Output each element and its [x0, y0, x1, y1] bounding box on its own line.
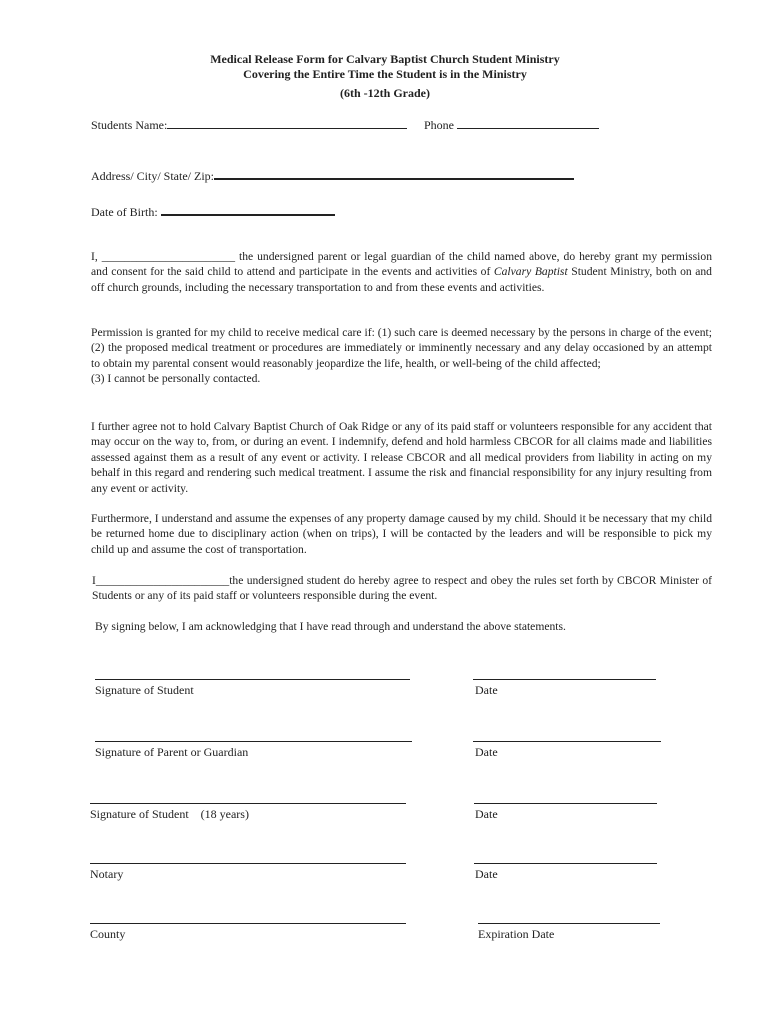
- adult-student-signature-line[interactable]: [90, 803, 406, 804]
- dob-line[interactable]: [161, 204, 335, 216]
- student-agreement-text: I_______________________the undersigned student do hereby agree to respect and obey the rules set forth by CBCOR Minister of Students or any of its paid staff or volunteers responsible during the event.: [92, 574, 712, 603]
- date-label-3: Date: [475, 807, 498, 821]
- date-line-3[interactable]: [474, 803, 657, 804]
- student-name-row: [91, 118, 407, 132]
- student-signature-line[interactable]: [95, 679, 410, 680]
- phone-label: Phone: [424, 118, 454, 132]
- student-name-label: Students Name:: [91, 118, 168, 132]
- county-label: County: [90, 927, 126, 941]
- damage-paragraph: [91, 511, 712, 557]
- liability-paragraph: [91, 419, 712, 496]
- date-label-1: Date: [475, 683, 498, 697]
- medical-care-text: Permission is granted for my child to receive medical care if: (1) such care is deemed necessary by the persons in charge of the event; (2) the proposed medical treatment or procedures are immediately or imminently necessary and any delay occasioned by an attempt to obtain my parental consent would reasonably jeopardize the life, health, or well-being of the child affected;: [91, 326, 712, 370]
- parent-signature-label: Signature of Parent or Guardian: [95, 745, 249, 759]
- form-title: Medical Release Form for Calvary Baptist Church Student Ministry: [210, 52, 560, 66]
- medical-care-paragraph: [91, 325, 712, 387]
- student-name-line[interactable]: [167, 118, 407, 129]
- adult-student-signature-label: Signature of Student (18 years): [90, 807, 249, 821]
- address-label: Address/ City/ State/ Zip:: [91, 169, 214, 183]
- phone-row: [424, 118, 599, 132]
- address-line[interactable]: [214, 168, 574, 180]
- parent-signature-line[interactable]: [95, 741, 412, 742]
- date-line-1[interactable]: [473, 679, 656, 680]
- date-line-4[interactable]: [474, 863, 657, 864]
- medical-care-condition-3: (3) I cannot be personally contacted.: [91, 372, 261, 386]
- expiration-date-line[interactable]: [478, 923, 660, 924]
- damage-text: Furthermore, I understand and assume the expenses of any property damage caused by my child. Should it be necessary that my child be returned home due to disciplinary action (when on trips), I will be contacted by the leaders and will be responsible to pick my child up and assume the cost of transportation.: [91, 512, 712, 556]
- student-agreement-paragraph: [92, 573, 712, 604]
- date-label-2: Date: [475, 745, 498, 759]
- consent-paragraph: [91, 249, 712, 295]
- date-label-4: Date: [475, 867, 498, 881]
- student-signature-label: Signature of Student: [95, 683, 194, 697]
- expiration-date-label: Expiration Date: [478, 927, 555, 941]
- address-row: [91, 168, 574, 183]
- county-line[interactable]: [90, 923, 406, 924]
- consent-text-end: Student Ministry, both on and off church grounds, including the necessary transportation to and from these events and activities.: [91, 265, 712, 294]
- consent-text: I, _______________________ the undersigned parent or legal guardian of the child named above, do hereby grant my permission and consent for the said child to attend and participate in the events and activities of: [91, 250, 712, 279]
- acknowledgement-text: By signing below, I am acknowledging that I have read through and understand the above statements.: [95, 620, 566, 633]
- form-subtitle: Covering the Entire Time the Student is in the Ministry: [243, 67, 527, 81]
- phone-line[interactable]: [457, 118, 599, 129]
- consent-church-name: Calvary Baptist: [493, 265, 568, 279]
- notary-line[interactable]: [90, 863, 406, 864]
- notary-label: Notary: [90, 867, 124, 881]
- dob-row: [91, 204, 335, 219]
- grade-range: (6th -12th Grade): [340, 86, 430, 100]
- liability-text: I further agree not to hold Calvary Baptist Church of Oak Ridge or any of its paid staff or volunteers responsible for any accident that may occur on the way to, from, or during an event. I indemnify, defend and hold harmless CBCOR for all claims made and liabilities assessed against them as a result of any event or activity. I release CBCOR and all medical providers from liability in acting on my behalf in this regard and rendering such medical treatment. I assume the risk and financial responsibility for any injury resulting from any event or activity.: [91, 420, 712, 495]
- date-line-2[interactable]: [473, 741, 661, 742]
- dob-label: Date of Birth:: [91, 205, 158, 219]
